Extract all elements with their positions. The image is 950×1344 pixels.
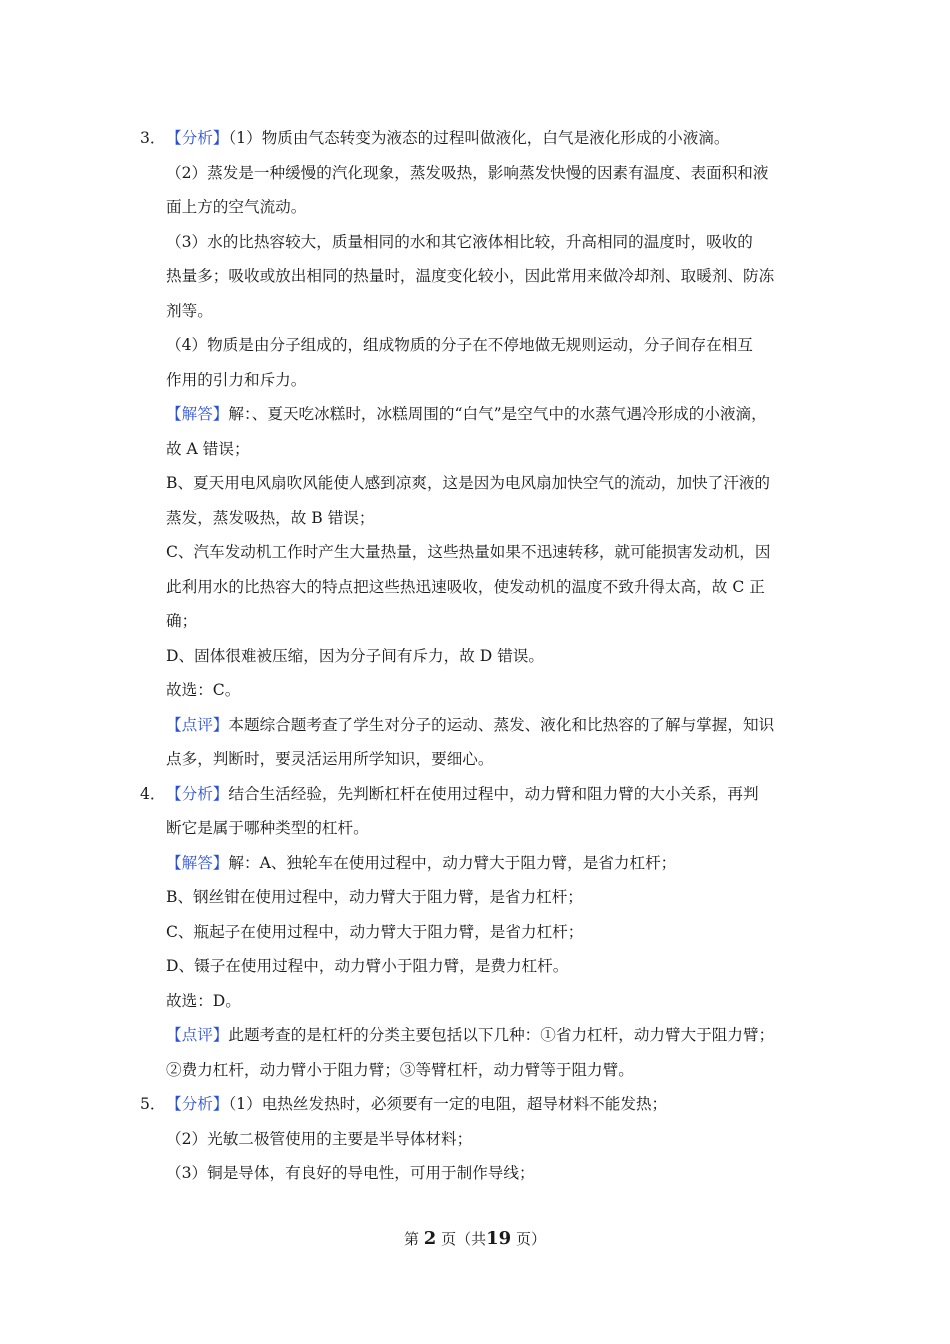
q3-answer-line-3: B、夏天用电风扇吹风能使人感到凉爽，这是因为电风扇加快空气的流动，加快了汗液的 (166, 474, 771, 492)
q3-answer-line-5: C、汽车发动机工作时产生大量热量，这些热量如果不迅速转移，就可能损害发动机，因 (166, 543, 771, 561)
q5-analysis-line-1: 5．【分析】（1）电热丝发热时，必须要有一定的电阻，超导材料不能发热； (140, 1087, 820, 1122)
page-footer (0, 1228, 950, 1249)
footer-suffix: 页） (515, 1230, 546, 1248)
q3-number: 3． (140, 129, 166, 147)
analysis-tag: 【分析】 (166, 129, 229, 147)
q5-number: 5． (140, 1095, 166, 1113)
q5-analysis-line-2: （2）光敏二极管使用的主要是半导体材料； (166, 1129, 473, 1148)
q4-answer-line-1: 【解答】解：A、独轮车在使用过程中，动力臂大于阻力臂，是省力杠杆； (166, 853, 677, 872)
q3-analysis-line-2: （2）蒸发是一种缓慢的汽化现象，蒸发吸热，影响蒸发快慢的因素有温度、表面积和液 (166, 163, 769, 182)
q3-analysis-line-3: 面上方的空气流动。 (166, 198, 307, 216)
q3-analysis-line-7: （4）物质是由分子组成的，组成物质的分子在不停地做无规则运动，分子间存在相互 (166, 336, 753, 354)
footer-page-number: 2 (423, 1228, 437, 1249)
q3-answer-line-1: 【解答】解：、夏天吃冰糕时，冰糕周围的“白气”是空气中的水蒸气遇冷形成的小液滴， (166, 405, 767, 423)
q3-answer-line-7: 确； (166, 612, 198, 630)
q3-answer-line-4: 蒸发，蒸发吸热，故 B 错误； (166, 508, 375, 527)
q3-analysis-line-8: 作用的引力和斥力。 (166, 370, 307, 389)
q3-analysis-line-4: （3）水的比热容较大，质量相同的水和其它液体相比较，升高相同的温度时，吸收的 (166, 232, 753, 251)
comment-tag: 【点评】 (166, 1026, 229, 1044)
analysis-tag: 【分析】 (166, 784, 229, 803)
q4-number: 4． (140, 784, 166, 803)
footer-total-pages: 19 (486, 1228, 512, 1249)
q3-comment-line-1: 【点评】本题综合题考查了学生对分子的运动、蒸发、液化和比热容的了解与掌握，知识 (166, 715, 775, 734)
analysis-tag: 【分析】 (166, 1095, 229, 1113)
comment-tag: 【点评】 (166, 715, 229, 734)
q4-answer-line-3: C、瓶起子在使用过程中，动力臂大于阻力臂，是省力杠杆； (166, 922, 584, 941)
q4-analysis-line-1: 4．【分析】结合生活经验，先判断杠杆在使用过程中，动力臂和阻力臂的大小关系，再判 (140, 777, 820, 812)
q4-answer-line-2: B、钢丝钳在使用过程中，动力臂大于阻力臂，是省力杠杆； (166, 888, 583, 906)
q4-choice: 故选：D。 (166, 991, 241, 1010)
q4-answer-line-4: D、镊子在使用过程中，动力臂小于阻力臂，是费力杠杆。 (166, 957, 569, 975)
q3-answer-line-2: 故 A 错误； (166, 439, 250, 458)
page-content (140, 121, 820, 1191)
q3-answer-line-6: 此利用水的比热容大的特点把这些热迅速吸收，使发动机的温度不致升得太高，故 C 正 (166, 577, 765, 596)
footer-middle: 页（共 (441, 1230, 487, 1248)
q4-comment-line-1: 【点评】此题考查的是杠杆的分类主要包括以下几种：①省力杠杆，动力臂大于阻力臂； (166, 1026, 775, 1044)
q4-analysis-line-2: 断它是属于哪种类型的杠杆。 (166, 819, 369, 837)
footer-prefix: 第 (404, 1230, 420, 1248)
q3-choice: 故选：C。 (166, 681, 241, 699)
q3-analysis-line-1: 3．【分析】（1）物质由气态转变为液态的过程叫做液化，白气是液化形成的小液滴。 (140, 121, 820, 156)
q3-analysis-line-6: 剂等。 (166, 301, 213, 320)
q3-analysis-line-5: 热量多；吸收或放出相同的热量时，温度变化较小，因此常用来做冷却剂、取暖剂、防冻 (166, 267, 775, 285)
answer-tag: 【解答】 (166, 405, 229, 423)
q4-comment-line-2: ②费力杠杆，动力臂小于阻力臂；③等臂杠杆，动力臂等于阻力臂。 (166, 1060, 634, 1079)
q5-analysis-line-3: （3）铜是导体，有良好的导电性，可用于制作导线； (166, 1164, 535, 1182)
q3-answer-line-8: D、固体很难被压缩，因为分子间有斥力，故 D 错误。 (166, 646, 544, 665)
q3-comment-line-2: 点多，判断时，要灵活运用所学知识，要细心。 (166, 750, 494, 768)
answer-tag: 【解答】 (166, 853, 229, 872)
